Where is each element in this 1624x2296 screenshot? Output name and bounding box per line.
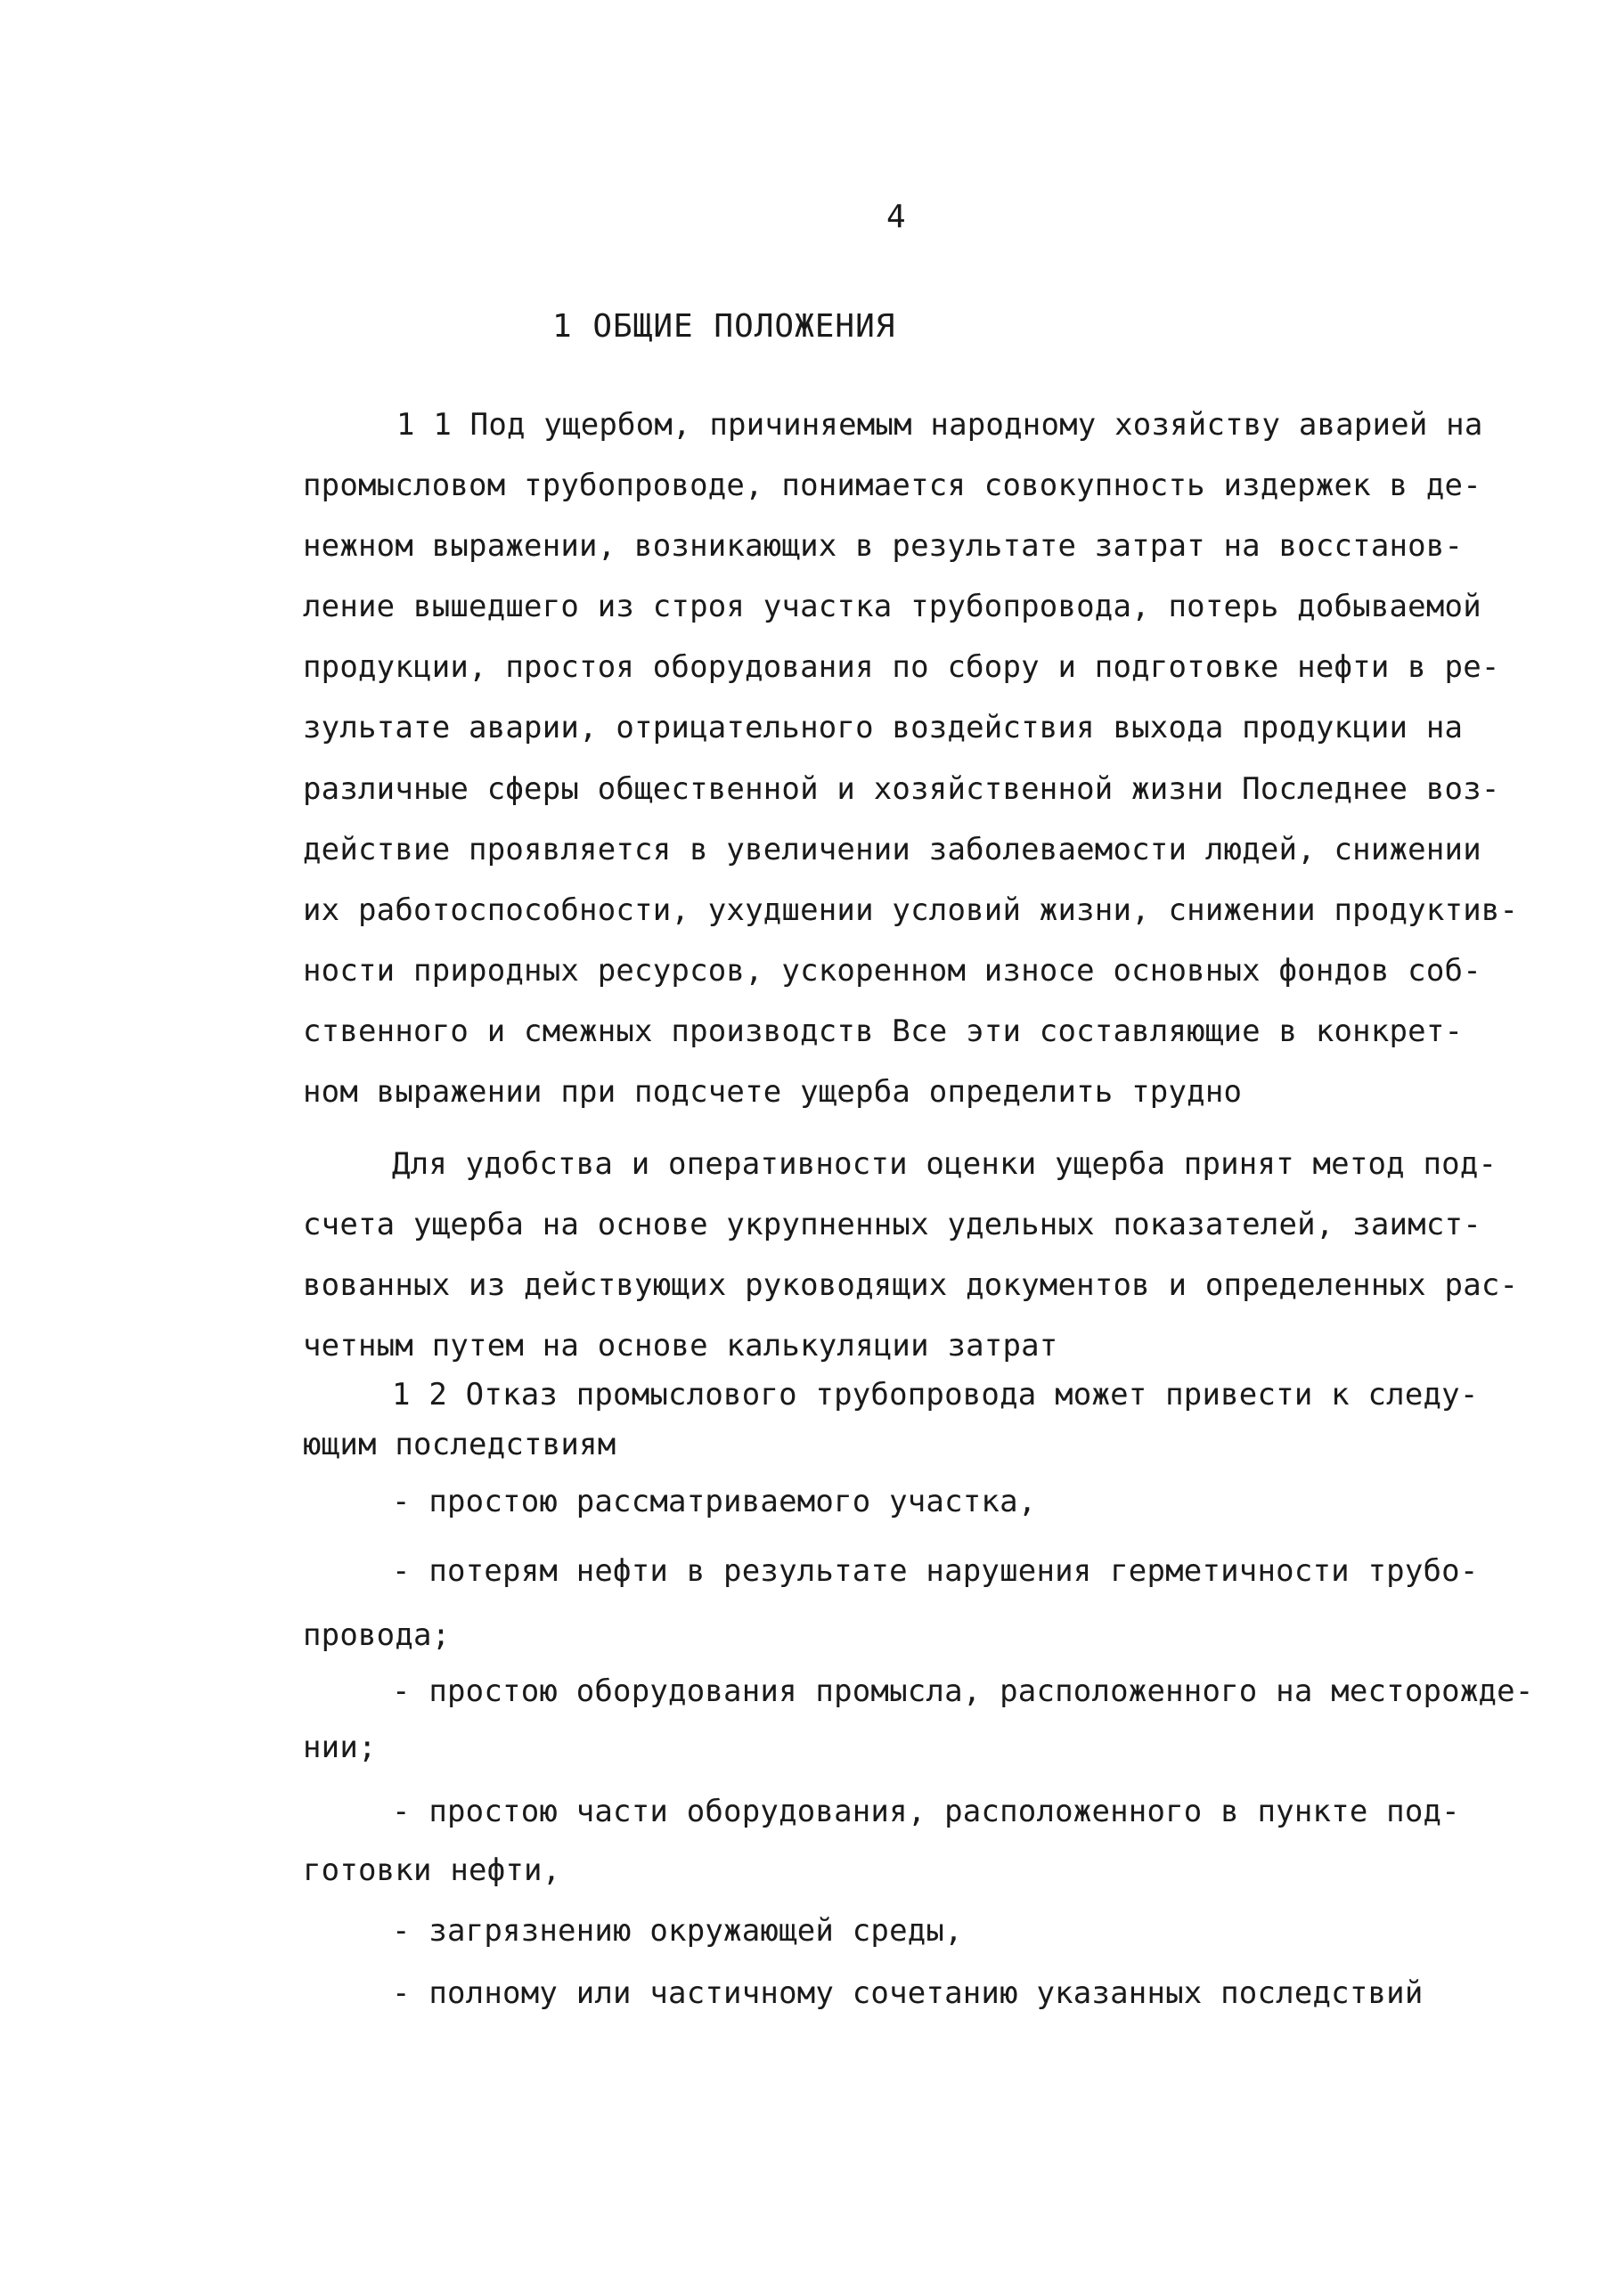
list-item: - полному или частичному сочетанию указанных последствий (392, 1975, 1424, 2011)
list-item-continuation: готовки нефти, (303, 1852, 561, 1888)
paragraph-line: продукции, простоя оборудования по сбору и подготовке нефти в ре- (303, 649, 1500, 685)
paragraph-line: их работоспособности, ухудшении условий жизни, снижении продуктив- (303, 892, 1519, 928)
list-item: - загрязнению окружающей среды, (392, 1913, 963, 1949)
section-title: 1 ОБЩИЕ ПОЛОЖЕНИЯ (552, 308, 896, 345)
paragraph-line: промысловом трубопроводе, понимается совокупность издержек в де- (303, 468, 1481, 503)
paragraph-line: ственного и смежных производств Все эти составляющие в конкрет- (303, 1014, 1464, 1049)
list-item-continuation: провода; (303, 1617, 451, 1653)
paragraph-line: вованных из действующих руководящих документов и определенных рас- (303, 1267, 1519, 1303)
paragraph-line: нежном выражении, возникающих в результате затрат на восстанов- (303, 528, 1464, 564)
paragraph-line: ющим последствиям (303, 1427, 616, 1462)
paragraph-line: счета ущерба на основе укрупненных удельных показателей, заимст- (303, 1207, 1481, 1242)
page-number: 4 (886, 199, 906, 235)
list-item: - простою рассматриваемого участка, (392, 1484, 1037, 1519)
paragraph-line: ности природных ресурсов, ускоренном износе основных фондов соб- (303, 953, 1481, 989)
paragraph-line: действие проявляется в увеличении заболеваемости людей, снижении (303, 832, 1481, 867)
list-item: - простою части оборудования, расположенного в пункте под- (392, 1794, 1460, 1829)
list-item: - простою оборудования промысла, расположенного на месторожде- (392, 1673, 1534, 1709)
paragraph-line: ном выражении при подсчете ущерба определить трудно (303, 1074, 1243, 1110)
paragraph-line: Для удобства и оперативности оценки ущерба принят метод под- (392, 1146, 1498, 1182)
paragraph-line: ление вышедшего из строя участка трубопровода, потерь добываемой (303, 589, 1481, 624)
paragraph-line: зультате аварии, отрицательного воздействия выхода продукции на (303, 710, 1464, 745)
paragraph-line: четным путем на основе калькуляции затрат (303, 1328, 1058, 1364)
paragraph-line: 1 2 Отказ промыслового трубопровода может привести к следу- (392, 1377, 1479, 1413)
paragraph-line: 1 1 Под ущербом, причиняемым народному хозяйству аварией на (396, 407, 1483, 443)
list-item: - потерям нефти в результате нарушения герметичности трубо- (392, 1553, 1479, 1589)
list-item-continuation: нии; (303, 1730, 377, 1765)
paragraph-line: различные сферы общественной и хозяйственной жизни Последнее воз- (303, 771, 1500, 807)
